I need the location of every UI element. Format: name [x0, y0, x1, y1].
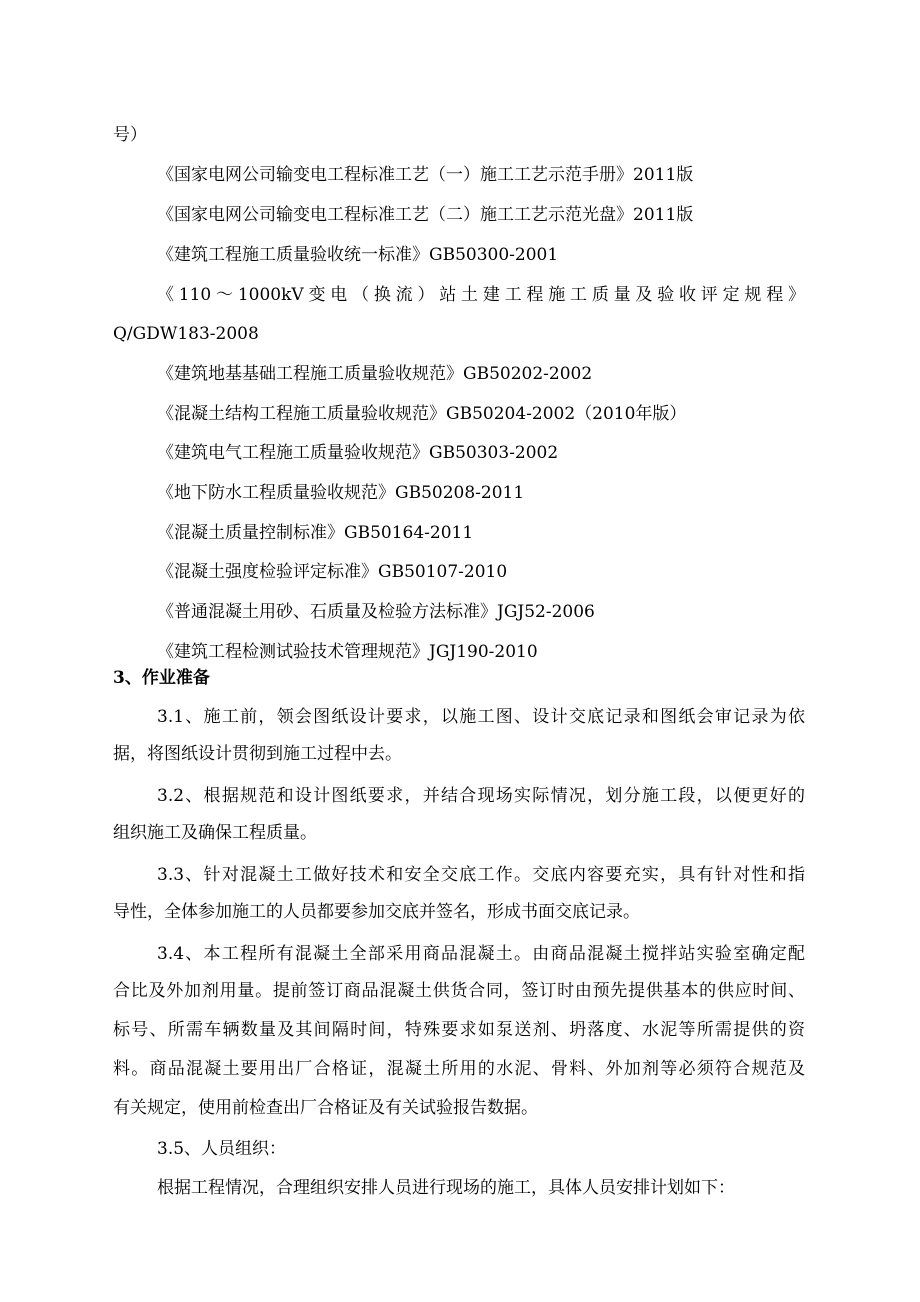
paragraph-line: 根据工程情况，合理组织安排人员进行现场的施工，具体人员安排计划如下：: [157, 1178, 735, 1198]
paragraph-line: 3.1、施工前，领会图纸设计要求，以施工图、设计交底记录和图纸会审记录为依: [157, 707, 805, 727]
paragraph-line: 合比及外加剂用量。提前签订商品混凝土供货合同，签订时由预先提供基本的供应时间、: [113, 981, 805, 1001]
reference-line: 《普通混凝土用砂、石质量及检验方法标准》JGJ52-2006: [157, 602, 595, 622]
reference-line: 《建筑工程检测试验技术管理规范》JGJ190-2010: [157, 642, 538, 662]
paragraph-line: 导性，全体参加施工的人员都要参加交底并签名，形成书面交底记录。: [113, 902, 640, 922]
reference-line: 《建筑电气工程施工质量验收规范》GB50303-2002: [157, 443, 559, 463]
subsection-heading: 3.5、人员组织：: [157, 1139, 287, 1159]
paragraph-line: 3.3、针对混凝土工做好技术和安全交底工作。交底内容要充实，具有针对性和指: [157, 865, 805, 885]
paragraph-line: 组织施工及确保工程质量。: [113, 823, 317, 843]
reference-line: 《地下防水工程质量验收规范》GB50208-2011: [157, 483, 525, 503]
reference-line: 《国家电网公司输变电工程标准工艺（一）施工工艺示范手册》2011版: [157, 165, 694, 185]
paragraph-line: 据，将图纸设计贯彻到施工过程中去。: [113, 744, 402, 764]
reference-line: 《混凝土质量控制标准》GB50164-2011: [157, 523, 474, 543]
reference-line: 《建筑工程施工质量验收统一标准》GB50300-2001: [157, 245, 559, 265]
paragraph-line: 有关规定，使用前检查出厂合格证及有关试验报告数据。: [113, 1098, 538, 1118]
paragraph-line: 料。商品混凝土要用出厂合格证，混凝土所用的水泥、骨料、外加剂等必须符合规范及: [113, 1059, 805, 1079]
reference-line: 《混凝土强度检验评定标准》GB50107-2010: [157, 562, 508, 582]
paragraph-line: 标号、所需车辆数量及其间隔时间，特殊要求如泵送剂、坍落度、水泥等所需提供的资: [113, 1020, 805, 1040]
reference-line: 《110～1000kV变电（换流）站土建工程施工质量及验收评定规程》: [157, 285, 805, 305]
text-line: 号）: [113, 125, 147, 145]
reference-line: Q/GDW183-2008: [113, 324, 259, 344]
reference-line: 《国家电网公司输变电工程标准工艺（二）施工工艺示范光盘》2011版: [157, 205, 694, 225]
paragraph-line: 3.4、本工程所有混凝土全部采用商品混凝土。由商品混凝土搅拌站实验室确定配: [157, 944, 805, 964]
paragraph-line: 3.2、根据规范和设计图纸要求，并结合现场实际情况，划分施工段，以便更好的: [157, 786, 805, 806]
section-heading: 3、作业准备: [113, 668, 210, 688]
reference-line: 《建筑地基基础工程施工质量验收规范》GB50202-2002: [157, 364, 593, 384]
reference-line: 《混凝土结构工程施工质量验收规范》GB50204-2002（2010年版）: [157, 404, 687, 424]
